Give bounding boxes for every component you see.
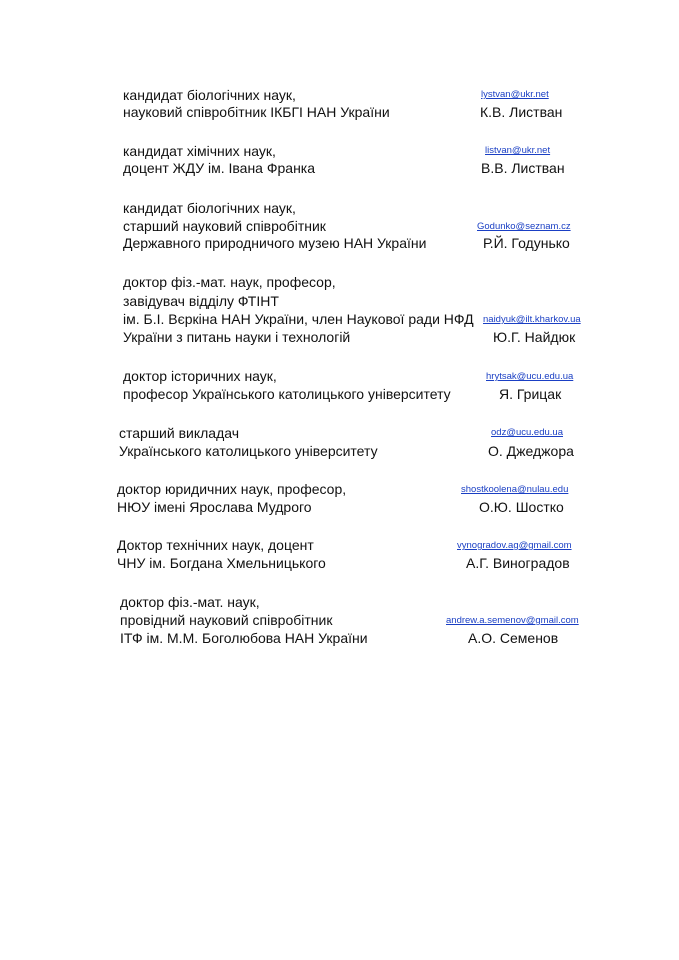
email-link[interactable]: shostkoolena@nulau.edu xyxy=(461,484,569,495)
signatory-name: Р.Й. Годунько xyxy=(483,235,570,251)
credential-line: старший викладач xyxy=(119,425,240,441)
credential-line: науковий співробітник ІКБГІ НАН України xyxy=(123,104,390,120)
signatory-name: О.Ю. Шостко xyxy=(479,499,564,515)
credential-line: кандидат біологічних наук, xyxy=(123,200,296,216)
credential-line: завідувач відділу ФТІНТ xyxy=(123,293,279,309)
credential-line: Українського католицького університету xyxy=(119,443,378,459)
signatory-name: К.В. Листван xyxy=(480,104,563,120)
email-link[interactable]: naidyuk@ilt.kharkov.ua xyxy=(483,314,581,325)
credential-line: професор Українського католицького університету xyxy=(123,386,451,402)
credential-line: НЮУ імені Ярослава Мудрого xyxy=(117,499,312,515)
credential-line: ІТФ ім. М.М. Боголюбова НАН України xyxy=(120,630,368,646)
credential-line: кандидат хімічних наук, xyxy=(123,143,276,159)
signatory-name: А.Г. Виноградов xyxy=(466,555,570,571)
credential-line: доктор історичних наук, xyxy=(123,368,277,384)
credential-line: України з питань науки і технологій xyxy=(123,329,351,345)
signatory-name: А.О. Семенов xyxy=(468,630,559,646)
email-link[interactable]: odz@ucu.edu.ua xyxy=(491,427,563,438)
credential-line: ім. Б.І. Вєркіна НАН України, член Наукової ради НФД xyxy=(123,311,474,327)
credential-line: провідний науковий співробітник xyxy=(120,612,333,628)
credential-line: доцент ЖДУ ім. Івана Франка xyxy=(123,160,316,176)
email-link[interactable]: listvan@ukr.net xyxy=(485,145,551,156)
email-link[interactable]: Godunko@seznam.cz xyxy=(477,221,571,232)
credential-line: кандидат біологічних наук, xyxy=(123,87,296,103)
credential-line: Доктор технічних наук, доцент xyxy=(117,537,314,553)
credential-line: доктор фіз.-мат. наук, професор, xyxy=(123,274,336,290)
signatory-name: Я. Грицак xyxy=(499,386,562,402)
credential-line: старший науковий співробітник xyxy=(123,218,326,234)
credential-line: доктор юридичних наук, професор, xyxy=(117,481,347,497)
signatory-name: О. Джеджора xyxy=(488,443,574,459)
email-link[interactable]: vynogradov.ag@gmail.com xyxy=(457,540,572,551)
credential-line: ЧНУ ім. Богдана Хмельницького xyxy=(117,555,326,571)
email-link[interactable]: hrytsak@ucu.edu.ua xyxy=(486,371,574,382)
signatory-name: В.В. Листван xyxy=(481,160,565,176)
email-link[interactable]: andrew.a.semenov@gmail.com xyxy=(446,615,579,626)
credential-line: Державного природничого музею НАН України xyxy=(123,235,427,251)
signatory-name: Ю.Г. Найдюк xyxy=(493,329,576,345)
credential-line: доктор фіз.-мат. наук, xyxy=(120,594,260,610)
email-link[interactable]: lystvan@ukr.net xyxy=(481,89,549,100)
